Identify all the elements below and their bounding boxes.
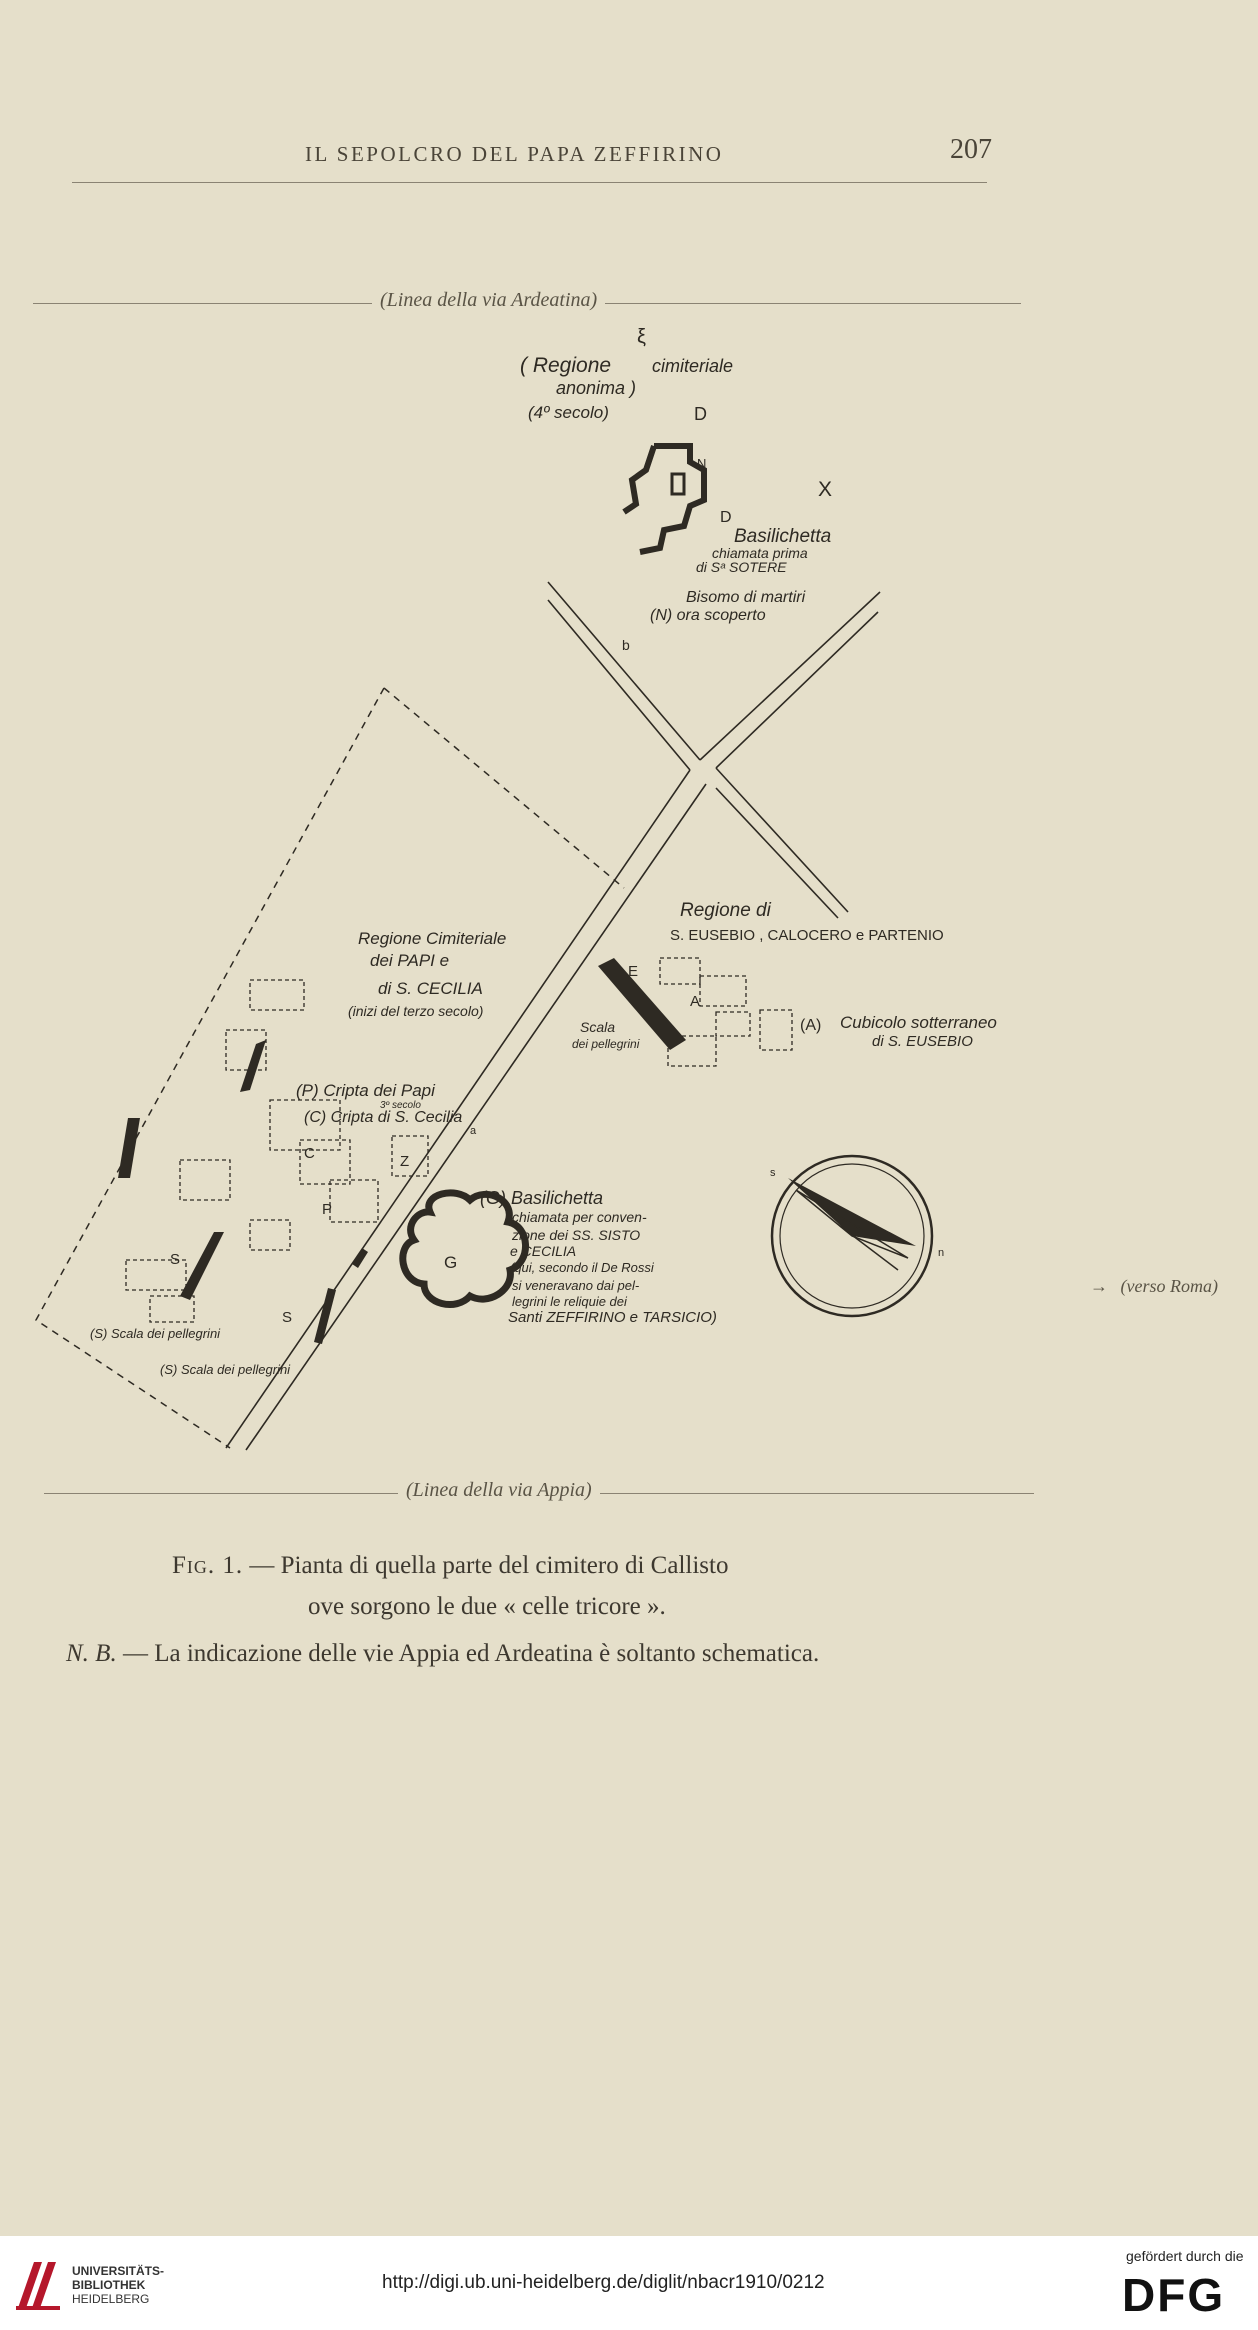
papi-room-5 [330,1180,378,1222]
diagonal-road-lower-right-b [716,788,838,918]
plan-label-s-scala-2: (S) Scala dei pellegrini [160,1362,291,1377]
tricora-zeffirino [403,1193,526,1305]
plan-label-regione-cimiteriale: Regione Cimiteriale [358,929,507,948]
running-title: IL SEPOLCRO DEL PAPA ZEFFIRINO [305,142,724,166]
plan-label-x: X [818,478,833,501]
sotere-cell-n [672,474,684,494]
papi-room-10 [250,1220,290,1250]
diagonal-road-lower-right-a [716,768,848,912]
plan-label-dei-papi: dei PAPI e [370,951,450,970]
plan-label-a-small: a [470,1125,477,1137]
footnote [66,1640,819,1668]
scala-papi-5 [118,1118,140,1178]
diagonal-road-upper-right-b [716,612,878,768]
university-name-line-3: HEIDELBERG [72,2292,150,2306]
via-ardeatina-label: (Linea della via Ardeatina) [372,289,605,312]
caption-text-1: — Pianta di quella parte del cimitero di Callisto [243,1552,729,1579]
plan-label-c: C [304,1145,315,1162]
plan-label-sotere: di Sᵃ SOTERE [696,559,787,575]
plan-label-s-scala: (S) Scala dei pellegrini [90,1326,221,1341]
compass-needle-b [796,1190,908,1258]
direction-label: (verso Roma) [1120,1276,1218,1296]
compass-label-n: n [938,1247,945,1259]
papi-room-6 [180,1160,230,1200]
eusebio-room-3 [716,1012,750,1036]
university-name [72,2264,164,2306]
plan-label-terzo-secolo: (inizi del terzo secolo) [348,1003,484,1019]
figure-number: Fig. 1. [172,1552,244,1579]
permalink-url[interactable]: http://digi.ub.uni-heidelberg.de/diglit/nbacr1910/0212 [382,2272,825,2293]
plan-label-regione: ( Regione [520,354,612,377]
plan-label-cripta-papi: (P) Cripta dei Papi [296,1081,435,1100]
via-appia-label: (Linea della via Appia) [398,1479,600,1502]
plan-label-a-cubicolo: (A) [800,1017,822,1034]
plan-label-z: Z [400,1153,410,1170]
plan-label-anonima: anonima ) [556,378,637,398]
digitization-footer [0,2236,1258,2330]
tricora-sotere-left [624,446,654,512]
plan-label-cimiteriale: cimiteriale [652,356,734,376]
plan-label-xi: ξ [637,326,646,348]
eusebio-room-5 [760,1010,792,1050]
plan-label-a: A [690,993,701,1010]
eusebio-room-1 [660,958,700,984]
plan-label-basilichetta-g: (G) Basilichetta [480,1188,604,1208]
plan-label-p: P [322,1201,333,1218]
plan-label-veneravano: si veneravano dai pel- [512,1278,640,1293]
figure-caption-line-1 [172,1552,728,1580]
plan-label-di-eusebio: di S. EUSEBIO [872,1033,973,1050]
plan-label-bisomo: Bisomo di martiri [686,589,806,606]
plan-label-scala: Scala [580,1019,616,1035]
diagonal-road-upper-left-b [548,600,690,770]
page-number: 207 [950,134,992,165]
funded-by-label: gefördert durch die [1126,2248,1244,2264]
compass-rose [772,1156,932,1316]
plan-label-n-scoperto: (N) ora scoperto [650,607,766,624]
plan-label-n-cell: N [697,456,707,471]
figure-caption-line-2: ove sorgono le due « celle tricore ». [308,1593,666,1620]
papi-room-9 [392,1136,428,1176]
plan-label-chiamata-conv: chiamata per conven- [512,1209,647,1225]
note-text: — La indicazione delle vie Appia ed Ardeatina è soltanto schematica. [116,1640,820,1667]
plan-label-zione: zione dei SS. SISTO [512,1227,641,1243]
plan-label-g: G [444,1253,458,1272]
plan-label-pellegrini: dei pellegrini [572,1037,640,1051]
plan-label-s-left: S [170,1251,181,1268]
direction-note [1090,1276,1218,1297]
plan-label-santi: Santi ZEFFIRINO e TARSICIO) [508,1309,717,1326]
plan-label-s-right: S [282,1309,293,1326]
plan-label-qui: (qui, secondo il De Rossi [510,1260,654,1275]
plan-label-b: b [622,637,630,653]
boundary-top [384,688,624,888]
university-name-line-2: BIBLIOTHEK [72,2278,146,2292]
plan-label-chiamata-prima: chiamata prima [712,545,808,561]
compass-label-s: s [770,1167,776,1179]
plan-label-eusebio-region: S. EUSEBIO , CALOCERO e PARTENIO [670,927,944,944]
papi-room-1 [250,980,304,1010]
university-name-line-1: UNIVERSITÄTS- [72,2264,165,2278]
plan-label-cripta-cecilia: (C) Cripta di S. Cecilia [304,1109,463,1126]
plan-label-d-upper: D [694,404,707,424]
eusebio-room-2 [700,976,746,1006]
plan-label-legrini: legrini le reliquie dei [512,1294,627,1309]
plan-label-e-cecilia: e CECILIA [510,1243,577,1259]
scala-papi-1 [240,1040,266,1092]
plan-label-regione-di: Regione di [680,900,771,921]
dfg-logo: DFG [1122,2269,1226,2321]
plan-label-e: E [628,963,639,980]
plan-label-basilichetta-sotere: Basilichetta [734,526,832,547]
plan-label-cecilia: di S. CECILIA [378,979,483,998]
university-logo-icon [14,2256,62,2312]
note-marker: N. B. [66,1640,117,1667]
plan-label-d-lower: D [720,509,732,526]
papi-room-8 [150,1296,194,1322]
plan-label-secolo4: (4º secolo) [528,403,609,422]
plan-label-cubicolo: Cubicolo sotterraneo [840,1013,997,1032]
plan-label-terzo: 3º secolo [380,1100,421,1111]
arrow-right-icon: → [1090,1276,1108,1296]
